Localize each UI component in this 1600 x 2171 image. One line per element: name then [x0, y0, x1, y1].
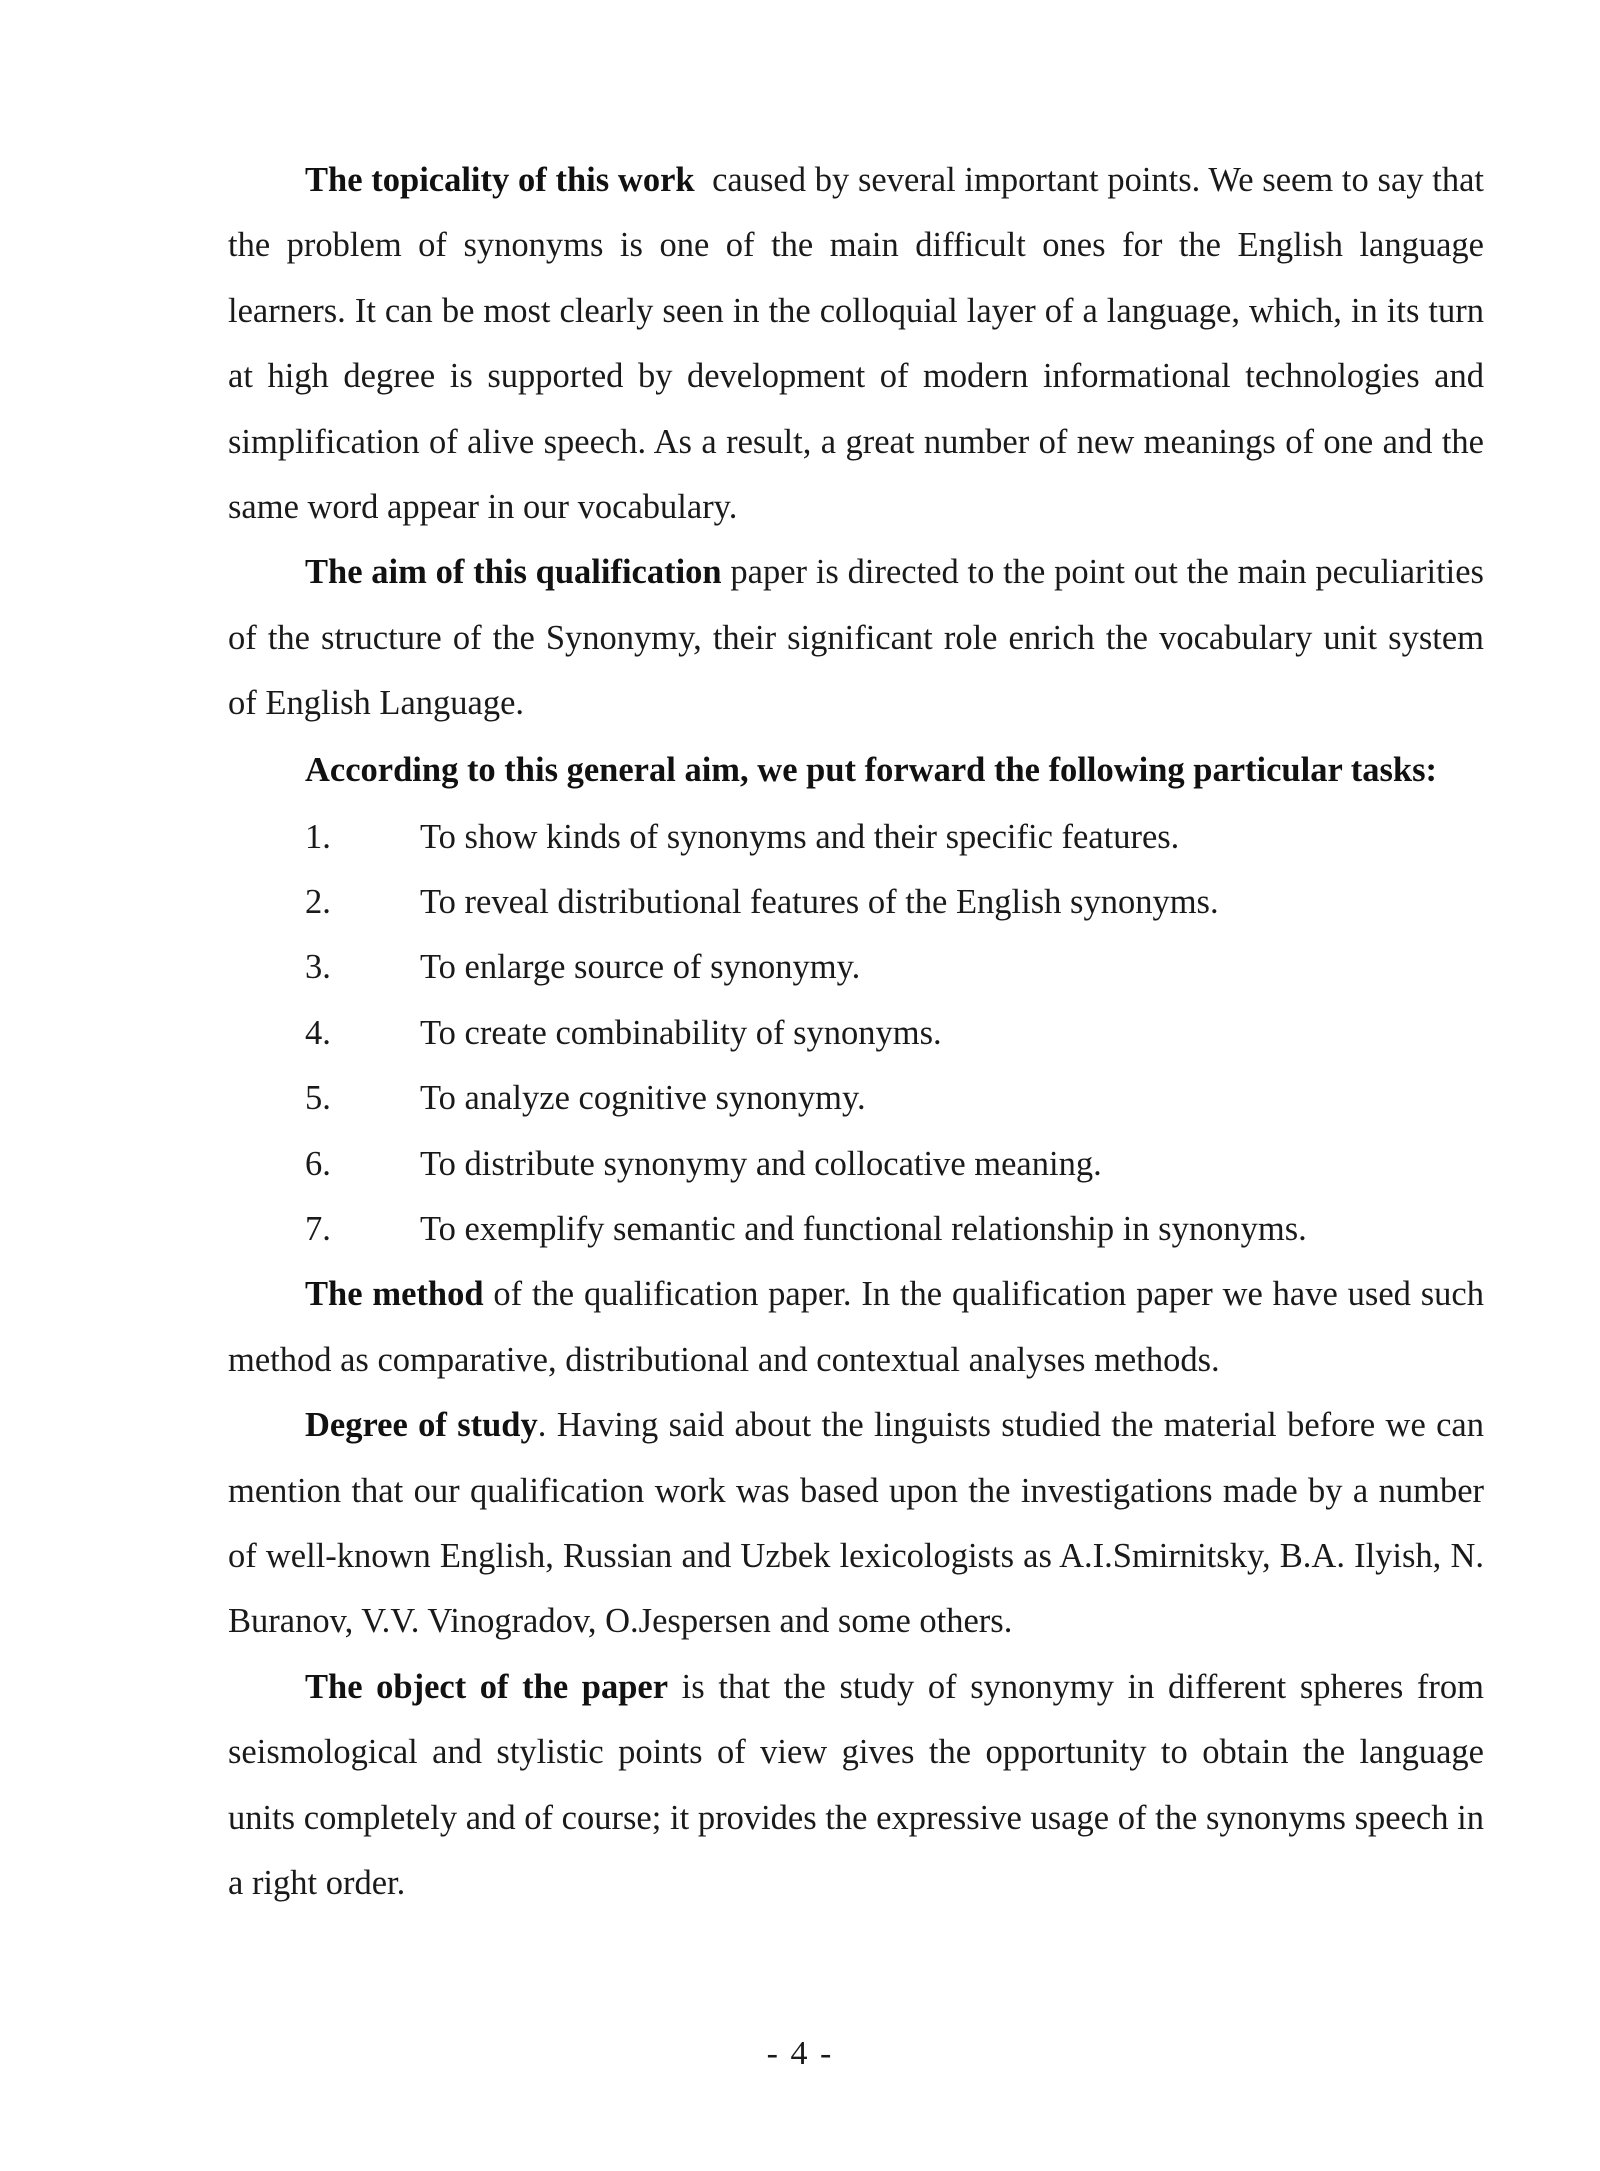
aim-heading: The aim of this qualification: [305, 553, 722, 592]
page-number: - 4 -: [766, 2035, 834, 2072]
list-item: [228, 1001, 1484, 1066]
task-number: 5.: [305, 1079, 331, 1118]
task-number: 6.: [305, 1144, 331, 1183]
list-item: [228, 805, 1484, 870]
task-text: To enlarge source of synonymy.: [420, 948, 861, 987]
paragraph-method: [228, 1262, 1484, 1393]
task-number: 2.: [305, 883, 331, 922]
degree-heading: Degree of study: [305, 1406, 538, 1445]
object-heading: The object of the paper: [305, 1667, 669, 1706]
task-text: To distribute synonymy and collocative meaning.: [420, 1144, 1102, 1183]
task-number: 1.: [305, 817, 331, 856]
paragraph-topicality: [228, 148, 1493, 540]
paragraph-degree: [228, 1393, 1484, 1655]
paragraph-tasks-intro: [228, 747, 1484, 793]
degree-text: . Having said about the linguists studied the material before we can mention that our qualification work was based upon the investigations made by a number of well-known English, Russian and Uzbek lexicologists as A.I.Smirnitsky, B.A. Ilyish, N. Buranov, V.V. Vinogradov, O.Jespersen and some others.: [228, 1406, 1484, 1641]
tasks-intro-heading: According to this general aim, we put forward the following particular tasks:: [305, 750, 1438, 789]
object-text: is that the study of synonymy in different spheres from seismological and stylistic points of view gives the opportunity to obtain the language units completely and of course; it provides the expressive usage of the synonyms speech in a right order.: [228, 1667, 1484, 1903]
task-text: To create combinability of synonyms.: [420, 1013, 942, 1052]
task-text: To exemplify semantic and functional relationship in synonyms.: [420, 1210, 1307, 1248]
tasks-list: [228, 805, 1484, 1263]
method-text: of the qualification paper. In the qualification paper we have used such method as comparative, distributional and contextual analyses methods.: [228, 1275, 1484, 1379]
task-text: To reveal distributional features of the English synonyms.: [420, 883, 1219, 922]
list-item: [228, 1132, 1484, 1197]
topicality-text: caused by several important points. We seem to say that the problem of synonyms is one of the main difficult ones for the English language learners. It can be most clearly seen in the colloquial layer of a language, which, in its turn at high degree is supported by development of modern informational technologies and simplification of alive speech. As a result, a great number of new meanings of one and the same word appear in our vocabulary.: [228, 161, 1493, 527]
task-text: To show kinds of synonyms and their specific features.: [420, 817, 1180, 856]
task-text: To analyze cognitive synonymy.: [420, 1079, 866, 1118]
task-number: 7.: [305, 1210, 331, 1248]
list-item: [228, 935, 1484, 1000]
list-item: [228, 1066, 1484, 1131]
paragraph-aim: [228, 540, 1484, 736]
list-item: [228, 870, 1484, 935]
task-number: 3.: [305, 948, 331, 987]
aim-text: paper is directed to the point out the main peculiarities of the structure of the Synonymy, their significant role enrich the vocabulary unit system of English Language.: [228, 553, 1484, 723]
task-number: 4.: [305, 1013, 331, 1052]
method-heading: The method: [305, 1275, 484, 1314]
topicality-heading: The topicality of this work: [305, 161, 695, 199]
page-body: [228, 148, 1493, 1916]
paragraph-object: [228, 1655, 1484, 1917]
list-item: [228, 1197, 1484, 1262]
